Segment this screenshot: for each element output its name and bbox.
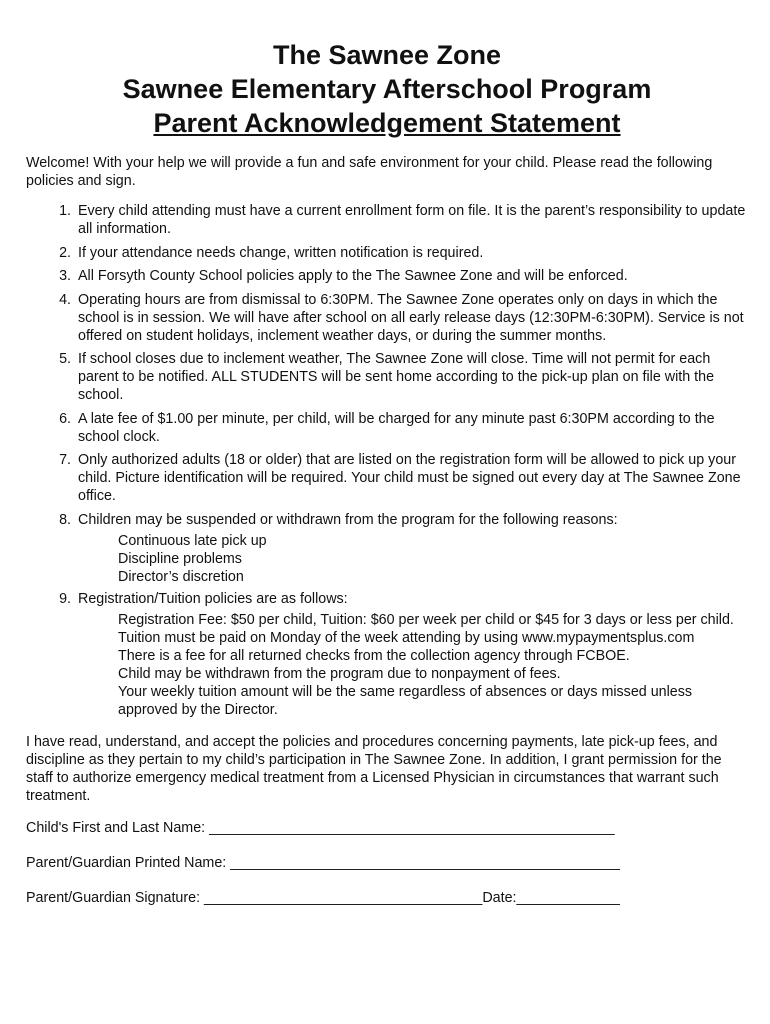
policy-item	[26, 202, 748, 238]
tuition-policies	[118, 611, 734, 719]
policy-item	[26, 267, 748, 285]
guardian-name-field[interactable]: Parent/Guardian Printed Name: _________________________________________________	[26, 854, 620, 871]
child-name-field[interactable]: Child's First and Last Name: ___________________________________________________	[26, 819, 615, 836]
tuition-policy: Registration Fee: $50 per child, Tuition: $60 per week per child or $45 for 3 days or less per child.	[118, 611, 734, 628]
policy-item	[26, 511, 748, 529]
acknowledgement-paragraph: I have read, understand, and accept the policies and procedures concerning payments, late pick-up fees, and discipline as they pertain to my child’s participation in The Sawnee Zone. In addition, I grant permission for the staff to authorize emergency medical treatment from a Licensed Physician in circumstances that warrant such treatment.	[26, 733, 722, 804]
policy-number: 5.	[59, 351, 71, 367]
policy-text: Registration/Tuition policies are as follows:	[78, 590, 348, 607]
policy-item	[26, 244, 748, 262]
policy-text: If school closes due to inclement weather, The Sawnee Zone will close. Time will not permit for each parent to be notified. ALL STUDENTS will be sent home according to the pick-up plan on file with the school.	[78, 351, 715, 403]
tuition-policy: Your weekly tuition amount will be the same regardless of absences or days missed unless approved by the Director.	[118, 683, 693, 718]
policy-number: 2.	[59, 244, 71, 261]
policy-number: 9.	[59, 590, 71, 607]
suspension-reason: Director’s discretion	[118, 568, 244, 585]
suspension-reasons	[118, 532, 748, 586]
policy-item	[26, 350, 748, 404]
tuition-policy: Child may be withdrawn from the program due to nonpayment of fees.	[118, 665, 561, 682]
policy-number: 4.	[59, 291, 71, 308]
program-full-name: Sawnee Elementary Afterschool Program	[122, 74, 652, 104]
policy-list	[26, 202, 748, 529]
tuition-policy: There is a fee for all returned checks from the collection agency through FCBOE.	[118, 647, 630, 664]
policy-text: If your attendance needs change, written notification is required.	[78, 244, 484, 261]
policy-text: Every child attending must have a current enrollment form on file. It is the parent’s responsibility to update all information.	[78, 203, 746, 237]
policy-number: 6.	[59, 410, 71, 427]
suspension-reason: Continuous late pick up	[118, 532, 267, 549]
document-header	[26, 38, 748, 140]
policy-number: 3.	[59, 268, 71, 284]
policy-item	[26, 590, 748, 608]
policy-number: 7.	[59, 452, 71, 468]
policy-text: Operating hours are from dismissal to 6:30PM. The Sawnee Zone operates only on days in which the school is in session. We will have after school on all early release days (12:30PM-6:30PM). Service is not offered on student holidays, inclement weather days, or during the summer months.	[78, 291, 744, 344]
policy-text: A late fee of $1.00 per minute, per child, will be charged for any minute past 6:30PM according to the school clock.	[78, 410, 715, 445]
policy-text: Children may be suspended or withdrawn from the program for the following reasons:	[78, 511, 618, 528]
intro-paragraph: Welcome! With your help we will provide a fun and safe environment for your child. Please read the following policies and sign.	[26, 155, 713, 189]
policy-text: All Forsyth County School policies apply to the The Sawnee Zone and will be enforced.	[78, 268, 628, 284]
policy-item	[26, 291, 748, 345]
policy-item	[26, 410, 748, 446]
policy-list-continued	[26, 590, 748, 608]
policy-item	[26, 451, 748, 505]
policy-number: 8.	[59, 511, 71, 528]
policy-number: 1.	[59, 203, 71, 219]
suspension-reason: Discipline problems	[118, 550, 242, 567]
program-name: The Sawnee Zone	[272, 40, 502, 70]
tuition-policy: Tuition must be paid on Monday of the week attending by using www.mypaymentsplus.com	[118, 629, 695, 646]
guardian-signature-field[interactable]: Parent/Guardian Signature: ___________________________________Date:_____________	[26, 889, 620, 906]
policy-text: Only authorized adults (18 or older) that are listed on the registration form will be allowed to pick up your child. Picture identification will be required. Your child must be signed out every day at The Sawnee Zone office.	[78, 452, 741, 504]
document-title: Parent Acknowledgement Statement	[153, 108, 621, 138]
